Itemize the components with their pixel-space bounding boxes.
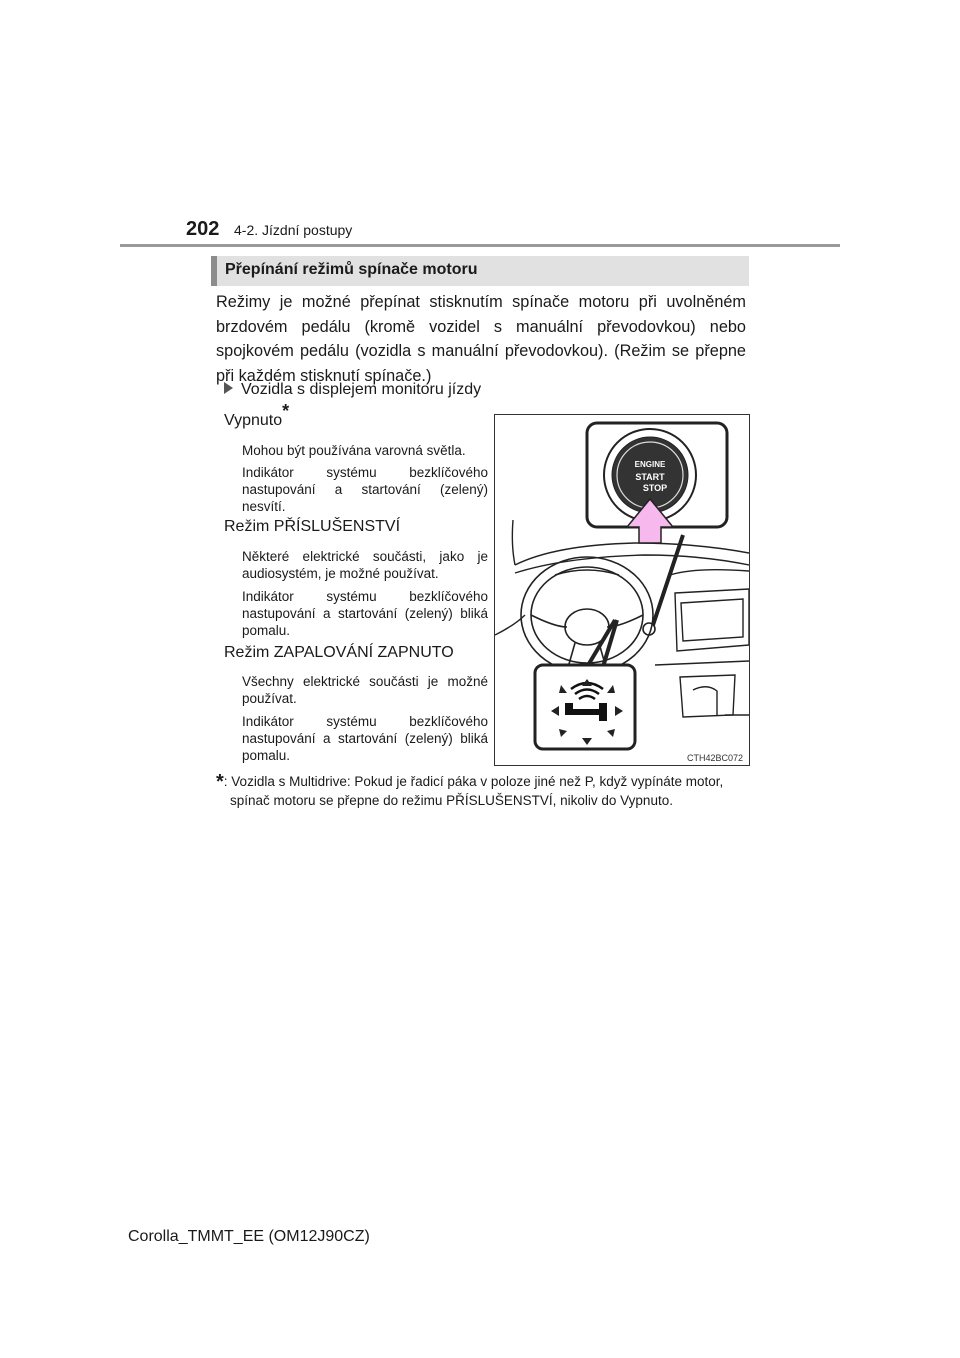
section-title: Přepínání režimů spínače motoru — [225, 261, 478, 278]
mode-accessory-desc-1: Některé elektrické součásti, jako je audiosystém, je možné používat. — [242, 549, 488, 581]
dashboard-drawing — [495, 415, 749, 765]
dash-line — [512, 520, 515, 565]
figure-code: CTH42BC072 — [686, 753, 743, 763]
display-panel — [675, 589, 749, 651]
button-text-engine: ENGINE — [634, 460, 666, 469]
intro-paragraph: Režimy je možné přepínat stisknutím spínače motoru při uvolněném brzdovém pedálu (kromě vozidel s manuální převodovkou) nebo spojkovém pedálu (vozidla s manuální převodovkou). (Režim se přepne při každém stisknutí spínače.) — [216, 293, 746, 385]
section-marker — [211, 256, 217, 286]
button-text-start: START — [635, 472, 665, 482]
mode-off-desc-2: Indikátor systému bezklíčového nastupování a startování (zelený) nesvítí. — [242, 465, 488, 514]
section-heading-bar — [211, 256, 749, 286]
engine-switch-illustration — [494, 414, 750, 766]
mode-accessory-title: Režim PŘÍSLUŠENSTVÍ — [224, 518, 401, 535]
mode-off-title: Vypnuto* — [224, 400, 290, 429]
footnote-star: * — [216, 771, 224, 793]
subheading-text: Vozidla s displejem monitoru jízdy — [241, 381, 482, 398]
subheading — [224, 381, 481, 399]
mode-ignition-desc-1: Všechny elektrické součásti je možné používat. — [242, 674, 488, 706]
section-breadcrumb: 4-2. Jízdní postupy — [234, 222, 353, 238]
mode-off-desc-1: Mohou být používána varovná světla. — [242, 443, 466, 458]
header-divider — [120, 244, 840, 247]
button-text-stop: STOP — [642, 483, 668, 493]
mode-ignition-title: Režim ZAPALOVÁNÍ ZAPNUTO — [224, 644, 454, 661]
indicator-callout-box — [535, 665, 635, 749]
mode-ignition-desc-2: Indikátor systému bezklíčového nastupování a startování (zelený) bliká pomalu. — [242, 714, 488, 763]
footnote-text: : Vozidla s Multidrive: Pokud je řadicí páka v poloze jiné než P, když vypínáte motor, spínač motoru se přepne do režimu PŘÍSLUŠENSTVÍ, nikoliv do Vypnuto. — [223, 774, 724, 808]
steering-wheel — [521, 557, 653, 673]
dash-top-line — [515, 543, 749, 565]
triangle-bullet-icon — [224, 382, 233, 394]
footnote — [216, 772, 746, 810]
footnote-marker: * — [282, 400, 290, 421]
mode-accessory-desc-2: Indikátor systému bezklíčového nastupování a startování (zelený) bliká pomalu. — [242, 589, 488, 638]
page-number: 202 — [186, 218, 220, 240]
footer-document-id: Corolla_TMMT_EE (OM12J90CZ) — [128, 1228, 370, 1245]
